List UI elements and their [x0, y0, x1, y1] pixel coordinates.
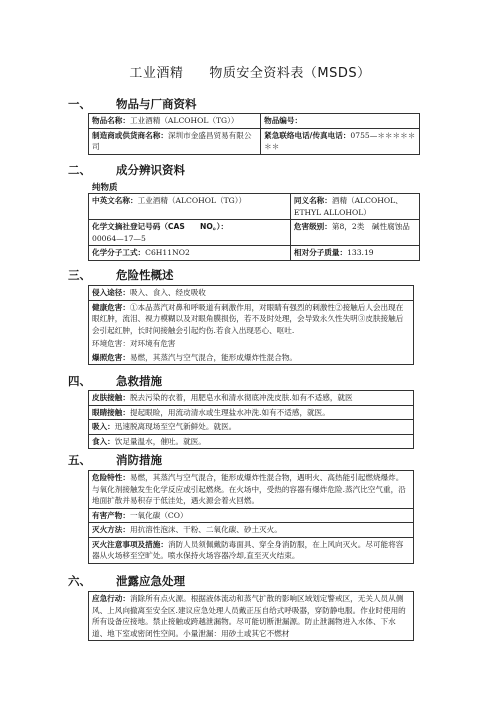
pure-substance-label: 纯物质	[92, 183, 118, 193]
cas-cell: 化学文摘社登记号码（CAS NO。）： 00064—17—5	[89, 220, 291, 246]
inhalation-row: 吸入：迅速脱离现场至空气新鲜处。就医。	[89, 420, 413, 435]
product-name-cell: 物品名称：工业酒精（ALCOHOL（TG））	[89, 114, 261, 129]
formula-cell: 化学分子工式：C6H11NO2	[89, 246, 291, 261]
emergency-cell: 紧急联络电话/传真电话：0755—＊＊＊＊＊＊＊	[261, 128, 420, 154]
health-row: 健康危害：①本品蒸汽对鼻和呼吸道有刺激作用，对眼睛有强烈的刺激性②接触后人会出现在眼红肿，流泪、视力模糊以及对眼角膜损伤，若不及时处理，会导致永久性失明③皮肤接触后会引起红肿，长时间接触会引起灼伤.若食入出现恶心、呕吐.	[92, 302, 404, 335]
mass-cell: 相对分子质量：133.19	[290, 246, 419, 261]
cn-name-cell: 中英文名称：工业酒精（ALCOHOL（TG））	[89, 194, 291, 220]
harmful-product-row: 有害产物：一氧化碳（CO）	[89, 509, 413, 524]
section5-box	[88, 470, 414, 564]
emergency-action-row: 应急行动：消除所有点火源。根据液体流动和蒸气扩散的影响区域划定警戒区，无关人员从侧风、上风向撤离至安全区.建议应急处理人员戴正压自给式呼吸器，穿防静电服。作业时使用的所有设备应接地。禁止接触或跨越泄漏物。尽可能切断泄漏源。防止泄漏物进入水体、下水道、地下室或密闭性空间。小量泄漏：用砂土或其它不燃材	[92, 594, 406, 638]
ingestion-row: 食入：饮足量温水，催吐。就医。	[92, 436, 206, 446]
title-right: 物质安全资料表（MSDS）	[209, 66, 371, 81]
extinguish-notes-row: 灭火注意事项及措施：消防人员须佩戴防毒面具、穿全身消防服，在上风向灭火。尽可能将容器从火场移至空旷处。喷水保持火场容器冷却,直至灭火结束。	[92, 539, 404, 560]
section6-box	[88, 591, 414, 641]
extinguish-method-row: 灭火方法：用抗溶性泡沫、干粉、二氧化碳、砂土灭火。	[89, 523, 413, 538]
synonym-cell: 同义名称：酒精（ALCOHOL、ETHYL ALLOHOL）	[290, 194, 419, 220]
fire-hazard-row: 危险特性：易燃，其蒸汽与空气混合，能形成爆炸性混合物，遇明火、高热能引起燃烧爆炸。与氧化剂接触发生化学反应或引起燃烧。在火场中，受热的容器有爆炸危险.蒸汽比空气重，沿地面扩散并易积存于低洼处，遇火源会着火回燃。	[89, 471, 413, 509]
maker-cell: 制造商或供货商名称：深圳市金盛昌贸易有限公司	[89, 128, 261, 154]
environment-row: 环境危害：对环境有危害	[92, 339, 176, 348]
route-row: 侵入途径：吸入、食入、经皮吸收	[89, 286, 413, 301]
section4-box	[88, 390, 414, 449]
section1-table	[88, 113, 420, 155]
explosion-row: 爆照危害：易燃，其蒸汽与空气混合，能形成爆炸性混合物。	[92, 352, 298, 362]
document-title	[0, 62, 500, 81]
section4-heading: 四、 急救措施	[68, 374, 162, 388]
hazard-class-cell: 危害级别：第8，2类 碱性腐蚀品	[290, 220, 419, 246]
title-left: 工业酒精	[129, 66, 184, 81]
section2-table	[88, 193, 420, 261]
section3-heading: 三、 危险性概述	[68, 268, 174, 282]
section1-heading: 一、 物品与厂商资料	[68, 97, 197, 111]
section2-heading: 二、 成分辨识资料	[68, 163, 185, 177]
section6-heading: 六、 泄露应急处理	[68, 574, 185, 588]
eye-contact-row: 眼睛接触：提起眼睑，用流动清水或生理盐水冲洗.如有不适感，就医。	[89, 406, 413, 421]
section3-box	[88, 285, 414, 365]
skin-contact-row: 皮肤接触：脱去污染的衣着，用肥皂水和清水彻底冲洗皮肤.如有不适感，就医	[89, 391, 413, 406]
product-code-cell: 物品编号：	[261, 114, 420, 129]
section5-heading: 五、 消防措施	[68, 453, 162, 467]
